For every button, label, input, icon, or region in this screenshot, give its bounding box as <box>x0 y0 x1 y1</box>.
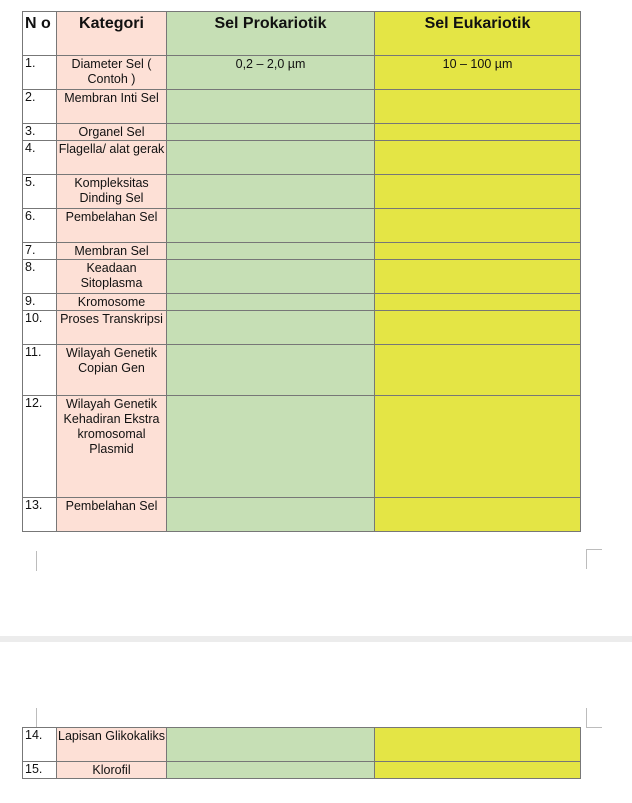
row-kategori: Pembelahan Sel <box>57 209 167 243</box>
table-row <box>23 311 581 345</box>
table-row <box>23 345 581 396</box>
row-kategori: Pembelahan Sel <box>57 498 167 532</box>
page-corner-mark <box>586 708 587 728</box>
header-kategori: Kategori <box>57 12 167 56</box>
comparison-table <box>22 11 581 532</box>
table-header-row <box>23 12 581 56</box>
row-kategori: Flagella/ alat gerak <box>57 141 167 175</box>
row-kategori: Membran Sel <box>57 243 167 260</box>
table-row <box>23 141 581 175</box>
row-kategori: Kromosome <box>57 294 167 311</box>
row-prokariotik <box>167 243 375 260</box>
row-eukariotik <box>375 345 581 396</box>
row-number: 14. <box>23 728 57 762</box>
row-number: 12. <box>23 396 57 498</box>
row-kategori: Keadaan Sitoplasma <box>57 260 167 294</box>
row-eukariotik <box>375 175 581 209</box>
row-number: 2. <box>23 90 57 124</box>
table-row <box>23 56 581 90</box>
table-row <box>23 209 581 243</box>
row-kategori: Lapisan Glikokaliks <box>57 728 167 762</box>
row-prokariotik <box>167 498 375 532</box>
row-prokariotik: 0,2 – 2,0 µm <box>167 56 375 90</box>
page-corner-mark <box>586 549 602 550</box>
table-row <box>23 498 581 532</box>
row-kategori: Wilayah Genetik Copian Gen <box>57 345 167 396</box>
row-number: 5. <box>23 175 57 209</box>
row-number: 4. <box>23 141 57 175</box>
row-prokariotik <box>167 260 375 294</box>
row-eukariotik <box>375 762 581 779</box>
comparison-table-continued <box>22 727 581 779</box>
row-kategori: Diameter Sel ( Contoh ) <box>57 56 167 90</box>
row-prokariotik <box>167 175 375 209</box>
table-row <box>23 243 581 260</box>
row-number: 8. <box>23 260 57 294</box>
row-eukariotik <box>375 728 581 762</box>
row-prokariotik <box>167 762 375 779</box>
row-eukariotik: 10 – 100 µm <box>375 56 581 90</box>
table-row <box>23 728 581 762</box>
row-kategori: Organel Sel <box>57 124 167 141</box>
row-number: 11. <box>23 345 57 396</box>
row-prokariotik <box>167 141 375 175</box>
page-corner-mark <box>36 551 37 571</box>
row-eukariotik <box>375 141 581 175</box>
table-row <box>23 175 581 209</box>
row-kategori: Klorofil <box>57 762 167 779</box>
header-prokariotik: Sel Prokariotik <box>167 12 375 56</box>
row-prokariotik <box>167 294 375 311</box>
row-number: 3. <box>23 124 57 141</box>
page-corner-mark <box>36 708 37 728</box>
page-separator <box>0 636 632 642</box>
row-kategori: Kompleksitas Dinding Sel <box>57 175 167 209</box>
row-kategori: Proses Transkripsi <box>57 311 167 345</box>
row-kategori: Membran Inti Sel <box>57 90 167 124</box>
header-no: N o <box>23 12 57 56</box>
page-corner-mark <box>586 727 602 728</box>
row-eukariotik <box>375 124 581 141</box>
row-number: 6. <box>23 209 57 243</box>
row-eukariotik <box>375 260 581 294</box>
row-eukariotik <box>375 311 581 345</box>
row-prokariotik <box>167 311 375 345</box>
table-row <box>23 124 581 141</box>
row-eukariotik <box>375 396 581 498</box>
row-prokariotik <box>167 124 375 141</box>
table-row <box>23 762 581 779</box>
row-number: 15. <box>23 762 57 779</box>
row-eukariotik <box>375 294 581 311</box>
table-row <box>23 90 581 124</box>
row-prokariotik <box>167 90 375 124</box>
table-row <box>23 260 581 294</box>
row-prokariotik <box>167 209 375 243</box>
row-prokariotik <box>167 345 375 396</box>
row-number: 1. <box>23 56 57 90</box>
row-number: 10. <box>23 311 57 345</box>
row-number: 7. <box>23 243 57 260</box>
table-row <box>23 294 581 311</box>
row-eukariotik <box>375 498 581 532</box>
page-corner-mark <box>586 549 587 569</box>
row-eukariotik <box>375 90 581 124</box>
table-row <box>23 396 581 498</box>
row-eukariotik <box>375 243 581 260</box>
row-number: 13. <box>23 498 57 532</box>
row-kategori: Wilayah Genetik Kehadiran Ekstra kromosomal Plasmid <box>57 396 167 498</box>
row-eukariotik <box>375 209 581 243</box>
header-eukariotik: Sel Eukariotik <box>375 12 581 56</box>
row-prokariotik <box>167 728 375 762</box>
row-prokariotik <box>167 396 375 498</box>
row-number: 9. <box>23 294 57 311</box>
